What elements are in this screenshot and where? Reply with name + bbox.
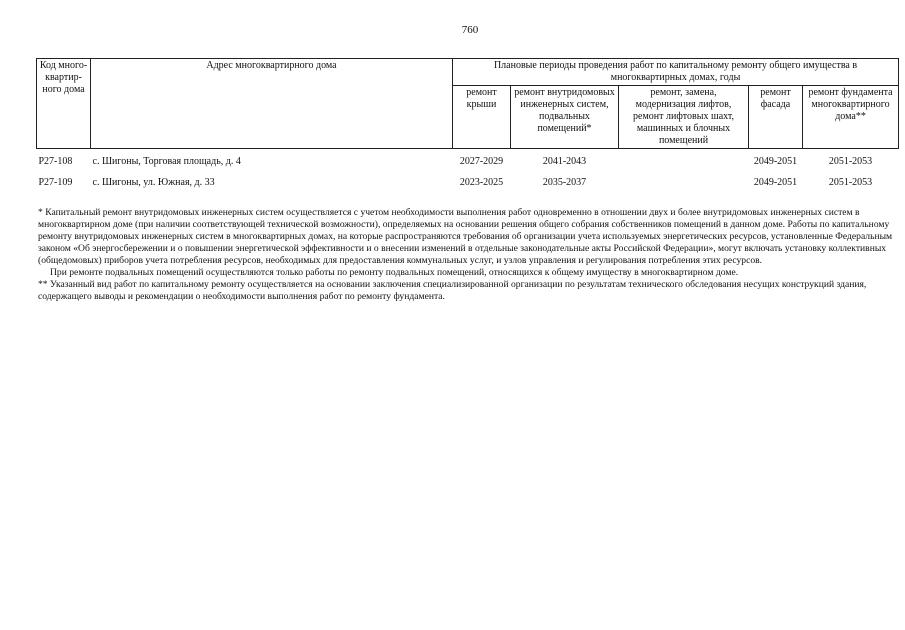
cell-facade: 2049-2051 bbox=[753, 176, 798, 188]
cell-lifts bbox=[619, 172, 749, 193]
cell-foundation: 2051-2053 bbox=[828, 176, 873, 188]
header-facade: ремонт фасада bbox=[749, 86, 803, 149]
cell-roof: 2023-2025 bbox=[459, 176, 504, 188]
header-address: Адрес многоквартирного дома bbox=[91, 59, 453, 149]
header-foundation: ремонт фундамента многоквартирного дома** bbox=[803, 86, 899, 149]
page-number: 760 bbox=[461, 24, 479, 36]
cell-systems: 2041-2043 bbox=[542, 155, 587, 167]
header-systems: ремонт внутридомовых инженерных систем, подвальных помещений* bbox=[511, 86, 619, 149]
cell-address: с. Шигоны, Торговая площадь, д. 4 bbox=[92, 155, 241, 167]
cell-foundation: 2051-2053 bbox=[828, 155, 873, 167]
cell-facade: 2049-2051 bbox=[753, 155, 798, 167]
cell-systems: 2035-2037 bbox=[542, 176, 587, 188]
cell-address: с. Шигоны, ул. Южная, д. 33 bbox=[92, 176, 215, 188]
footnote-basements: При ремонте подвальных помещений осуществляются только работы по ремонту подвальных помещений, относящихся к общему имуществу в многоквартирном доме. bbox=[50, 267, 739, 278]
footnote-systems: * Капитальный ремонт внутридомовых инженерных систем осуществляется с учетом необходимости выполнения работ одновременно в отношении двух и более внутридомовых инженерных систем в многоквартирном доме (при наличии соответствующей технической возможности), определяемых на основании решения общего собрания собственников помещений в данном доме. Работы по капитальному ремонту внутридомовых инженерных систем в многоквартирных домах, на которые распространяются требования об организации учета используемых энергетических ресурсов, установленные Федеральным законом «Об энергосбережении и о повышении энергетической эффективности и о внесении изменений в отдельные законодательные акты Российской Федерации», могут включать установку коллективных (общедомовых) приборов учета потребления ресурсов, необходимых для предоставления коммунальных услуг, и узлов управления и регулирования потребления этих ресурсов. bbox=[38, 207, 893, 266]
header-lifts: ремонт, замена, модернизация лифтов, ремонт лифтовых шахт, машинных и блочных помещений bbox=[619, 86, 749, 149]
footnotes bbox=[38, 207, 898, 303]
header-row-top bbox=[37, 59, 899, 86]
cell-code: Р27-109 bbox=[38, 176, 73, 188]
footnote-foundation: ** Указанный вид работ по капитальному ремонту осуществляется на основании заключения специализированной организации по результатам технического обследования несущих конструкций здания, содержащего выводы и рекомендации о необходимости выполнения работ по ремонту фундамента. bbox=[38, 279, 867, 302]
table-row bbox=[37, 172, 899, 193]
cell-roof: 2027-2029 bbox=[459, 155, 504, 167]
header-planned-periods: Плановые периоды проведения работ по капитальному ремонту общего имущества в многоквартирных домах, годы bbox=[453, 59, 899, 86]
header-roof: ремонт крыши bbox=[453, 86, 511, 149]
cell-lifts bbox=[619, 149, 749, 173]
cell-code: Р27-108 bbox=[38, 155, 73, 167]
header-code: Код много-квартир-ного дома bbox=[37, 59, 91, 149]
table-row bbox=[37, 149, 899, 173]
repair-schedule-table bbox=[36, 58, 899, 193]
